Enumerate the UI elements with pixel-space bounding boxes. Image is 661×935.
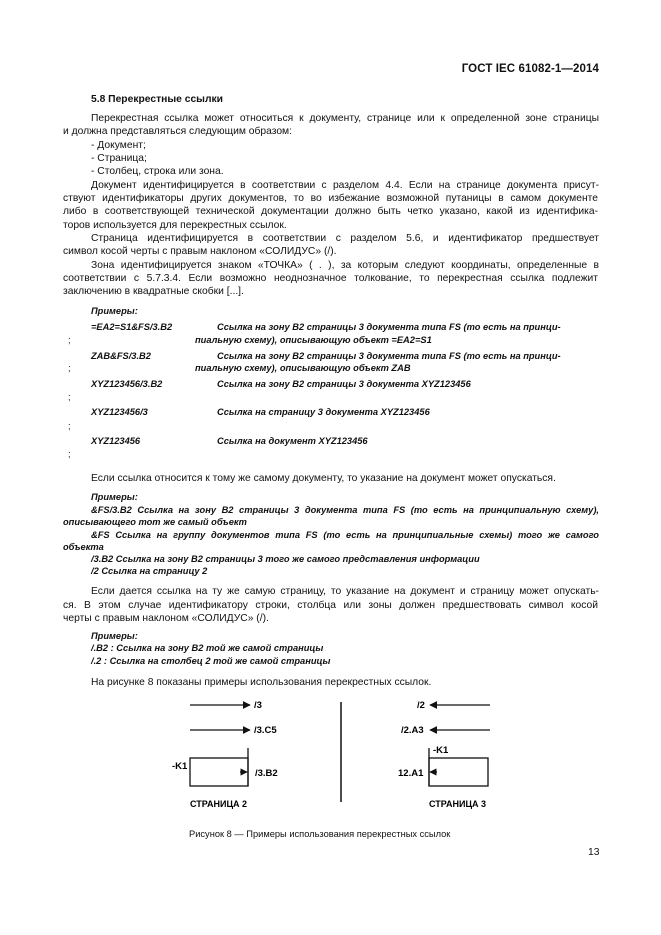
example-desc: Ссылка на зону B2 страницы 3 документа типа FS (то есть на принци- xyxy=(217,322,561,332)
intro-line-1: Перекрестная ссылка может относиться к документу, странице или к определенной зоне страницы xyxy=(91,113,599,124)
ref-label: /2 xyxy=(417,700,425,711)
example-line: объекта xyxy=(63,542,104,552)
list-item: - Столбец, строка или зона. xyxy=(91,166,224,177)
para-same-page-line-2: ся. В этом случае идентификатору строки, столбца или зоны должен предшествовать символ косой xyxy=(63,600,598,611)
para-same-page-line-3: черты с правым наклоном «СОЛИДУС» (/). xyxy=(63,613,269,624)
example-code: XYZ123456/3.B2 xyxy=(91,379,163,389)
example-code: ZAB&FS/3.B2 xyxy=(91,351,151,361)
para-doc-line-3: либо в соответствующей технической документации должно быть четко указано, какой из идентифика- xyxy=(63,206,598,217)
example-line: /2 Ссылка на страницу 2 xyxy=(91,566,208,576)
ref-label: /3 xyxy=(254,700,262,711)
list-item: - Страница; xyxy=(91,153,147,164)
example-code: XYZ123456 xyxy=(91,436,141,446)
example-line: &FS Ссылка на группу документов типа FS (то есть на принципиальные схемы) того же самого xyxy=(91,530,599,540)
examples-label: Примеры: xyxy=(91,492,138,502)
example-line: /.2 : Ссылка на столбец 2 той же самой страницы xyxy=(91,656,331,666)
para-page-line-1: Страница идентифицируется в соответствии с разделом 5.6, и идентификатор предшествует xyxy=(91,233,599,244)
example-code: XYZ123456/3 xyxy=(91,407,148,417)
component-box xyxy=(190,758,248,786)
para-zone-line-2: соответствии с 5.7.3.4. Если возможно неоднозначное толкование, то перекрестная ссылка подлежит xyxy=(63,273,598,284)
component-box xyxy=(429,758,488,786)
ref-label: /3.C5 xyxy=(254,725,277,736)
examples-label: Примеры: xyxy=(91,631,138,641)
list-item: - Документ; xyxy=(91,140,146,151)
page-caption: СТРАНИЦА 3 xyxy=(429,799,487,809)
example-desc: пиальную схему), описывающую объект ZAB xyxy=(195,363,411,373)
section-title: 5.8 Перекрестные ссылки xyxy=(91,94,223,105)
example-line: описывающего тот же самый объект xyxy=(63,517,247,527)
example-desc: пиальную схему), описывающую объект =EA2=S1 xyxy=(195,335,432,345)
k1-label: -K1 xyxy=(172,761,188,772)
para-same-doc: Если ссылка относится к тому же самому документу, то указание на документ может опускаться. xyxy=(91,473,556,484)
example-code: =EA2=S1&FS/3.B2 xyxy=(91,322,173,332)
example-line: &FS/3.B2 Ссылка на зону B2 страницы 3 документа типа FS (то есть на принципиальную схему), xyxy=(91,505,599,515)
example-line: /3.B2 Ссылка на зону B2 страницы 3 того же самого представления информации xyxy=(91,554,480,564)
figure-caption: Рисунок 8 — Примеры использования перекрестных ссылок xyxy=(189,829,451,839)
ref-label: /2.A3 xyxy=(401,725,424,736)
para-doc-line-2: ствуют идентификаторы других документов, то во избежание возможной путаницы в самом документе xyxy=(63,193,598,204)
para-doc-line-4: торов используется для перекрестных ссылок. xyxy=(63,220,287,231)
example-desc: Ссылка на зону B2 страницы 3 документа XYZ123456 xyxy=(217,379,471,389)
para-zone-line-1: Зона идентифицируется знаком «ТОЧКА» ( . ), за которым следуют координаты, определенные в xyxy=(91,260,599,271)
example-desc: Ссылка на документ XYZ123456 xyxy=(217,436,368,446)
standard-header: ГОСТ IEC 61082-1—2014 xyxy=(461,63,599,75)
example-mark: ; xyxy=(68,421,71,431)
example-mark: ; xyxy=(68,363,71,373)
para-figure: На рисунке 8 показаны примеры использования перекрестных ссылок. xyxy=(91,677,432,688)
example-mark: ; xyxy=(68,449,71,459)
page-caption: СТРАНИЦА 2 xyxy=(190,799,248,809)
examples-label: Примеры: xyxy=(91,306,138,316)
para-page-line-2: символ косой черты с правым наклоном «СОЛИДУС» (/). xyxy=(63,246,337,257)
example-desc: Ссылка на страницу 3 документа XYZ123456 xyxy=(217,407,430,417)
page-number: 13 xyxy=(588,847,600,858)
para-doc-line-1: Документ идентифицируется в соответствии с разделом 4.4. Если на странице документа присут- xyxy=(91,180,599,191)
k1-label: -K1 xyxy=(433,745,449,756)
example-mark: ; xyxy=(68,335,71,345)
para-zone-line-3: заключению в квадратные скобки [...]. xyxy=(63,286,244,297)
example-mark: ; xyxy=(68,392,71,402)
example-desc: Ссылка на зону B2 страницы 3 документа типа FS (то есть на принци- xyxy=(217,351,561,361)
ref-label: /3.B2 xyxy=(255,768,278,779)
ref-label: 12.A1 xyxy=(398,768,424,779)
intro-line-2: и должна представляться следующим образом: xyxy=(63,126,292,137)
para-same-page-line-1: Если дается ссылка на ту же самую страницу, то указание на документ и страницу может опускать- xyxy=(91,586,599,597)
figure-8-diagram xyxy=(0,690,661,830)
example-line: /.B2 : Ссылка на зону B2 той же самой страницы xyxy=(91,643,324,653)
